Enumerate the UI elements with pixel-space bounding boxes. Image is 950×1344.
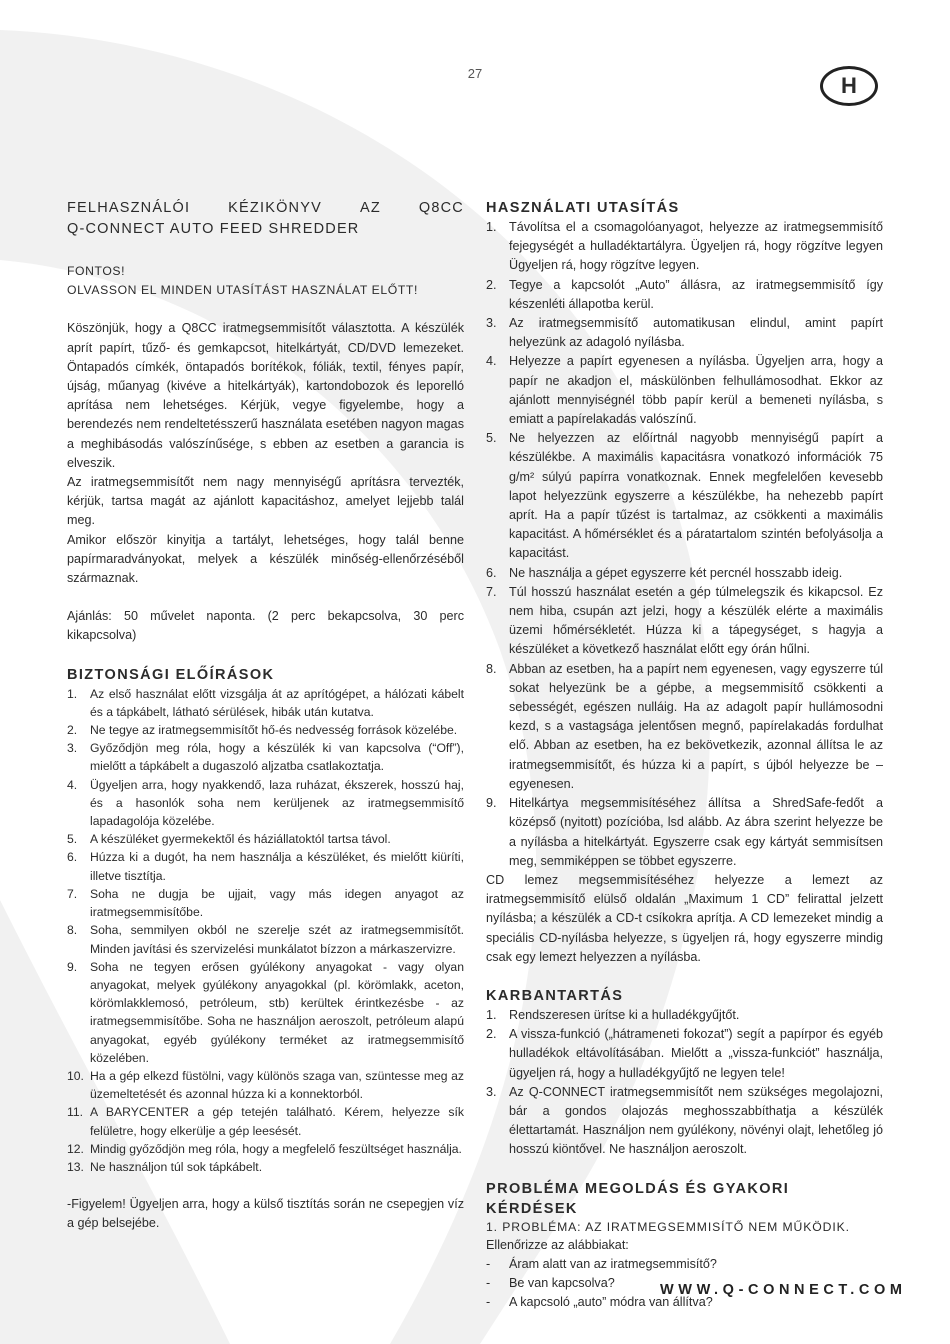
- list-item: 6. Húzza ki a dugót, ha nem használja a készüléket, és mielőtt kiüríti, illetve tisztítja.: [67, 850, 464, 883]
- list-item: - Áram alatt van az iratmegsemmisítő?: [486, 1256, 717, 1271]
- list-item: 8. Abban az esetben, ha a papírt nem egyenesen, vagy egyszerre túl sokat helyezünk be a gépbe, a megsemmisítő csökkenti a sebességét, egészen nulláig. Ha az adagolt papír hullámosodni kezd, s a vastagsága jelentősen megnő, papírelakadás fordulhat elő. Abban az esetben, ha ez bekövetkezik, azonnal állítsa le az iratmegsemmisítőt, és húzza ki a papírt, s újból helyezze be – egyenesen.: [486, 661, 883, 791]
- list-item: 3. Az Q-CONNECT iratmegsemmisítőt nem szükséges megolajozni, bár a gondos olajozás meghosszabbíthatja a készülék élettartamát. Használjon nem gyúlékony, növényi olajt, lehetőleg jó hosszú kiöntővel. Ne használjon aeroszolt.: [486, 1084, 883, 1157]
- left-column: [67, 198, 464, 1234]
- troubleshooting-heading: PROBLÉMA MEGOLDÁS ÉS GYAKORI KÉRDÉSEK: [486, 1180, 790, 1217]
- safety-heading: BIZTONSÁGI ELŐÍRÁSOK: [67, 666, 275, 683]
- list-item: 7. Túl hosszú használat esetén a gép túlmelegszik és kikapcsol. Ez nem hiba, csupán azt jelzi, hogy a készülék elérte a maximális üzemi hőmérsékletét. Húzza ki a tápegységet, s hagyja a készüléket a következő használat előtt egy órán hűlni.: [486, 584, 883, 657]
- intro-paragraph: Amikor először kinyitja a tartályt, lehetséges, hogy talál benne papírmaradványokat, melyek a készülék minőség-ellenőrzéséből származnak.: [67, 532, 464, 586]
- list-item: 9. Soha ne tegyen erősen gyúlékony anyagokat - vagy olyan anyagokat, melyek gyúlékony anyagokkal (pl. körömlakk, aceton, körömlakklemosó, petróleum, stb) kerültek érintkezésbe - az iratmegsemmisítőbe. Soha ne használjon aeroszolt, petróleum alapú anyagokat, egyéb gyúlékony terméket az iratmegsemmisítő közelében.: [67, 959, 464, 1065]
- check-label: Ellenőrizze az alábbiakat:: [486, 1237, 629, 1252]
- title-word: KÉZIKÖNYV: [228, 200, 322, 216]
- important-label: FONTOS!: [67, 264, 126, 278]
- problem-subheading: 1. PROBLÉMA: AZ IRATMEGSEMMISÍTŐ NEM MŰKÖDIK.: [486, 1219, 850, 1234]
- list-item: 6. Ne használja a gépet egyszerre két percnél hosszabb ideig.: [486, 565, 843, 580]
- page-number: 27: [467, 66, 483, 81]
- usage-heading: HASZNÁLATI UTASÍTÁS: [486, 200, 680, 216]
- list-item: 2. Tegye a kapcsolót „Auto” állásra, az iratmegsemmisítő így készenléti állapotba kerül.: [486, 277, 883, 311]
- list-item: 10. Ha a gép elkezd füstölni, vagy különös szaga van, szüntesse meg az üzemeltetését és azonnal húzza ki a konnektorból.: [67, 1068, 464, 1102]
- title-word: AZ: [359, 200, 381, 216]
- list-item: 1. Az első használat előtt vizsgálja át az aprítógépet, a hálózati kábelt és a tápkábelt, látható sérülések, hibák után kutatva.: [67, 686, 464, 719]
- list-item: 2. Ne tegye az iratmegsemmisítőt hő-és nedvesség források közelébe.: [67, 723, 458, 738]
- list-item: 4. Ügyeljen arra, hogy nyakkendő, laza ruházat, ékszerek, hosszú haj, és a hasonlók soha nem kerüljenek az iratmegsemmisítő lapadagolója közelébe.: [67, 777, 464, 829]
- maintenance-list: [486, 1006, 883, 1160]
- intro-paragraph: Köszönjük, hogy a Q8CC iratmegsemmisítőt választotta. A készülék aprít papírt, tűző- és gemkapcsot, hitelkártyát, CD/DVD lemezeket. Öntapadós címkék, öntapadós borítékok, fóliák, textil, fényes papír, újság, műanyag (kivéve a hitelkártyák), kartondobozok és leporelló aprítása nem lehetséges. Kérjük, vegye figyelembe, hogy a berendezés nem rendeltetésszerű használata esetében nagyon magas a meghibásodás valószínűsége, s ebben az esetben a garancia is elveszik.: [67, 321, 464, 470]
- title-word: FELHASZNÁLÓI: [67, 200, 191, 216]
- list-item: - A kapcsoló „auto” módra van állítva?: [486, 1295, 713, 1310]
- safety-list: [67, 685, 464, 1176]
- list-item: 13. Ne használjon túl sok tápkábelt.: [67, 1159, 263, 1174]
- maintenance-heading: KARBANTARTÁS: [486, 987, 624, 1004]
- list-item: 3. Az iratmegsemmisítő automatikusan elindul, amint papírt helyezünk az adagoló nyílásba.: [486, 316, 883, 350]
- document-title: [67, 198, 464, 240]
- right-column: [486, 198, 883, 1312]
- important-note: OLVASSON EL MINDEN UTASÍTÁST HASZNÁLAT ELŐTT!: [67, 283, 418, 298]
- list-item: - Be van kapcsolva?: [486, 1275, 615, 1290]
- title-line-2: Q-CONNECT AUTO FEED SHREDDER: [67, 221, 360, 237]
- list-item: 5. Ne helyezzen az előírtnál nagyobb mennyiségű papírt a készülékbe. A maximális kapacitásra vonatkozó információk 75 g/m² súlyú papírra vonatkoznak. Ennek megfelelően kevesebb lapot helyezzünk egyszerre a készülékbe, ha nehezebb papírt aprít. Ha a papír tűzést is tartalmaz, az csökkenti a maximális kapacitást. A hőmérséklet és a páratartalom szintén befolyásolja a kapacitást.: [486, 431, 883, 561]
- cd-instructions: CD lemez megsemmisítéséhez helyezze a lemezt az iratmegsemmisítő elülső oldalán „Maximum 1 CD” felirattal jelzett nyílásba; a készülék a CD-t csíkokra aprítja. A CD lemezeket mindig a speciális CD-nyílásba helyezze, s ügyeljen rá, hogy egyszerre mindig csak egy lemezt helyezzen a nyílásba.: [486, 872, 883, 964]
- recommendation: Ajánlás: 50 művelet naponta. (2 perc bekapcsolva, 30 perc kikapcsolva): [67, 609, 464, 643]
- list-item: 3. Győződjön meg róla, hogy a készülék ki van kapcsolva (“Off”), mielőtt a tápkábelt a dugaszoló aljzatba csatlakoztatja.: [67, 741, 464, 774]
- list-item: 9. Hitelkártya megsemmisítéséhez állítsa a ShredSafe-fedőt a középső (nyitott) pozícióba, lsd alább. Az ábra szerint helyezze be a nyílásba a hitelkártyát. Egyszerre csak egy kártyát semmisítsen meg, semmiképpen se többet egyszerre.: [486, 796, 883, 868]
- list-item: 4. Helyezze a papírt egyenesen a nyílásba. Ügyeljen arra, hogy a papír ne akadjon el, máskülönben felhullámosodhat. Ekkor az ajánlott mennyiségnél több papír kerül a bemeneti nyílásba, s emiatt a papírelakadás valószínű.: [486, 354, 883, 427]
- list-item: 2. A vissza-funkció („hátrameneti fokozat”) segít a papírpor és egyéb hulladékok eltávolításában. Mielőtt a „vissza-funkciót” használja, ügyeljen rá, hogy a hulladékgyűjtő ne legyen tele!: [486, 1027, 883, 1080]
- cleaning-warning: -Figyelem! Ügyeljen arra, hogy a külső tisztítás során ne csepegjen víz a gép belsejébe.: [67, 1197, 464, 1231]
- title-word: Q8CC: [418, 200, 464, 216]
- list-item: 12. Mindig győződjön meg róla, hogy a megfelelő feszültséget használja.: [67, 1141, 462, 1156]
- list-item: 7. Soha ne dugja be ujjait, vagy más idegen anyagot az iratmegsemmisítőbe.: [67, 886, 464, 920]
- website-url: WWW.Q-CONNECT.COM: [660, 1282, 907, 1298]
- language-badge: H: [820, 66, 878, 106]
- list-item: 11. A BARYCENTER a gép tetején található. Kérem, helyezze sík felületre, hogy elkerülje a gép leesését.: [67, 1105, 464, 1138]
- list-item: 1. Rendszeresen ürítse ki a hulladékgyűjtőt.: [486, 1007, 740, 1022]
- list-item: 5. A készüléket gyermekektől és háziállatoktól tartsa távol.: [67, 832, 391, 847]
- intro-paragraph: Az iratmegsemmisítőt nem nagy mennyiségű aprításra tervezték, kérjük, tartsa magát az ajánlott kapacitáshoz, amelyet lejjebb talál meg.: [67, 475, 464, 528]
- list-item: 8. Soha, semmilyen okból ne szerelje szét az iratmegsemmisítőt. Minden javítási és szervizelési munkálatot bízzon a márkaszervizre.: [67, 923, 464, 956]
- list-item: 1. Távolítsa el a csomagolóanyagot, helyezze az iratmegsemmisítő fejegységét a hulladéktartályra. Ügyeljen rá, hogy rögzítve legyen Ügyeljen rá, hogy rögzítve legyen.: [486, 220, 883, 273]
- usage-list: [486, 218, 883, 871]
